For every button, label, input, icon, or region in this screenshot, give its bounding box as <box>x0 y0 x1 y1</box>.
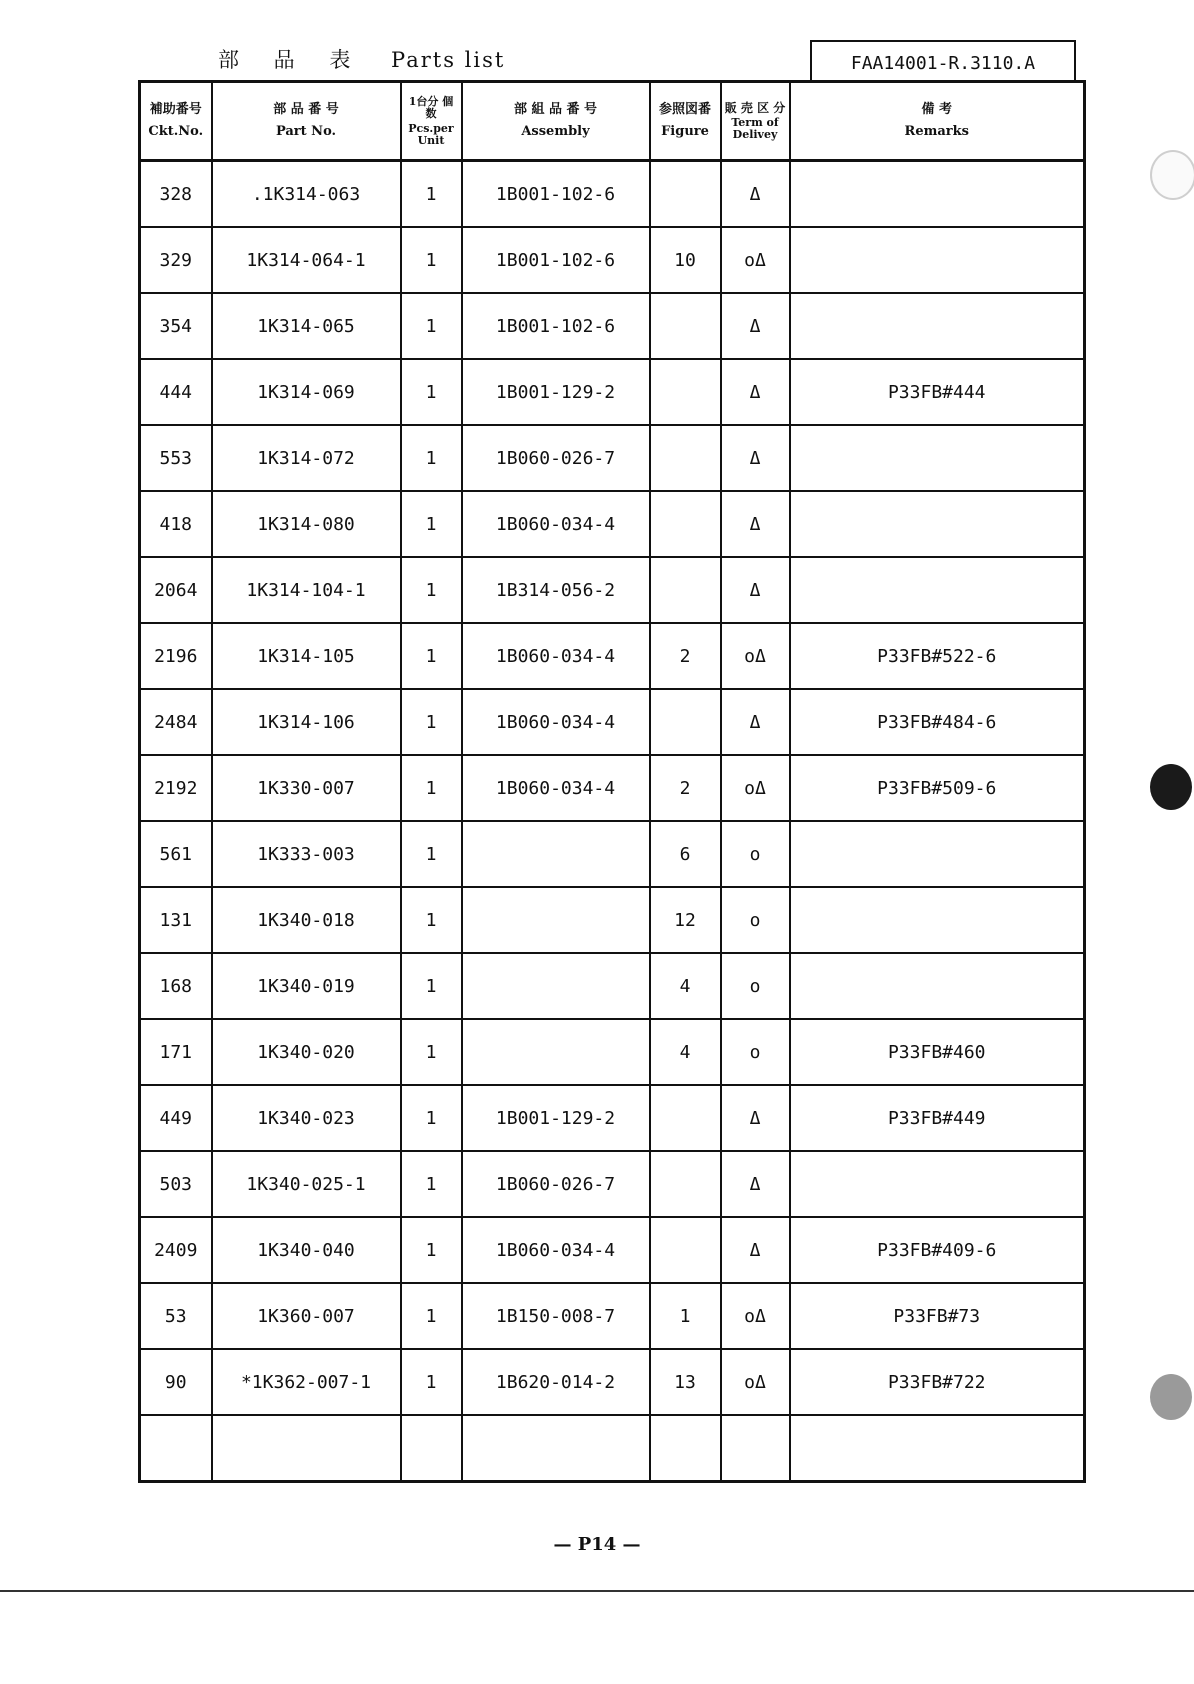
table-row <box>140 293 1085 359</box>
table-row <box>140 1283 1085 1349</box>
part-no-cell: 1K330-007 <box>212 755 401 821</box>
parts-table <box>138 80 1086 1483</box>
figure-cell: 2 <box>650 623 721 689</box>
part-no-cell: 1K340-040 <box>212 1217 401 1283</box>
figure-cell: 13 <box>650 1349 721 1415</box>
page-number: — P14 — <box>553 1534 641 1555</box>
term-cell: Δ <box>721 1085 790 1151</box>
table-row <box>140 689 1085 755</box>
term-cell: Δ <box>721 1217 790 1283</box>
table-row <box>140 1415 1085 1482</box>
remarks-cell <box>790 1415 1085 1482</box>
table-row <box>140 161 1085 228</box>
remarks-cell: P33FB#449 <box>790 1085 1085 1151</box>
assembly-cell <box>462 821 650 887</box>
part-no-cell: 1K314-104-1 <box>212 557 401 623</box>
assembly-cell: 1B060-026-7 <box>462 1151 650 1217</box>
term-cell <box>721 1415 790 1482</box>
figure-cell: 12 <box>650 887 721 953</box>
figure-cell: 6 <box>650 821 721 887</box>
table-row <box>140 1151 1085 1217</box>
pcs-cell: 1 <box>401 1085 462 1151</box>
figure-cell <box>650 689 721 755</box>
remarks-cell <box>790 161 1085 228</box>
remarks-cell <box>790 557 1085 623</box>
table-row <box>140 1349 1085 1415</box>
pcs-cell: 1 <box>401 1283 462 1349</box>
part-no-cell: *1K362-007-1 <box>212 1349 401 1415</box>
ckt-no-cell: 561 <box>140 821 212 887</box>
term-cell: Δ <box>721 1151 790 1217</box>
header-term-of-delivery: 販 売 区 分 Term of Delivey <box>721 82 790 161</box>
term-cell: Δ <box>721 293 790 359</box>
pcs-cell: 1 <box>401 821 462 887</box>
assembly-cell <box>462 1019 650 1085</box>
assembly-cell: 1B314-056-2 <box>462 557 650 623</box>
table-row <box>140 1019 1085 1085</box>
table-row <box>140 953 1085 1019</box>
assembly-cell: 1B060-034-4 <box>462 689 650 755</box>
punch-hole-mark <box>1150 1374 1192 1420</box>
term-cell: o <box>721 887 790 953</box>
figure-cell <box>650 1085 721 1151</box>
table-row <box>140 821 1085 887</box>
term-cell: Δ <box>721 491 790 557</box>
figure-cell <box>650 425 721 491</box>
pcs-cell: 1 <box>401 1151 462 1217</box>
figure-cell <box>650 293 721 359</box>
part-no-cell: 1K340-018 <box>212 887 401 953</box>
term-cell: oΔ <box>721 1349 790 1415</box>
term-cell: Δ <box>721 689 790 755</box>
header-pcs-per-unit: 1台分 個 数 Pcs.per Unit <box>401 82 462 161</box>
ckt-no-cell: 131 <box>140 887 212 953</box>
header-figure: 参照図番 Figure <box>650 82 721 161</box>
part-no-cell: 1K314-072 <box>212 425 401 491</box>
remarks-cell: P33FB#460 <box>790 1019 1085 1085</box>
figure-cell: 4 <box>650 1019 721 1085</box>
pcs-cell: 1 <box>401 953 462 1019</box>
ckt-no-cell: 503 <box>140 1151 212 1217</box>
remarks-cell: P33FB#509-6 <box>790 755 1085 821</box>
term-cell: oΔ <box>721 1283 790 1349</box>
part-no-cell: .1K314-063 <box>212 161 401 228</box>
table-row <box>140 359 1085 425</box>
part-no-cell: 1K340-020 <box>212 1019 401 1085</box>
pcs-cell: 1 <box>401 689 462 755</box>
part-no-cell: 1K340-025-1 <box>212 1151 401 1217</box>
table-row <box>140 227 1085 293</box>
ckt-no-cell: 418 <box>140 491 212 557</box>
table-row <box>140 425 1085 491</box>
pcs-cell: 1 <box>401 1349 462 1415</box>
ckt-no-cell: 2484 <box>140 689 212 755</box>
assembly-cell <box>462 887 650 953</box>
figure-cell <box>650 1217 721 1283</box>
figure-cell: 4 <box>650 953 721 1019</box>
table-row <box>140 1085 1085 1151</box>
term-cell: Δ <box>721 425 790 491</box>
pcs-cell: 1 <box>401 1217 462 1283</box>
assembly-cell <box>462 1415 650 1482</box>
assembly-cell: 1B001-102-6 <box>462 227 650 293</box>
term-cell: o <box>721 953 790 1019</box>
remarks-cell <box>790 491 1085 557</box>
remarks-cell: P33FB#522-6 <box>790 623 1085 689</box>
header-assembly: 部 組 品 番 号 Assembly <box>462 82 650 161</box>
remarks-cell <box>790 821 1085 887</box>
term-cell: Δ <box>721 557 790 623</box>
table-header-row <box>140 82 1085 161</box>
remarks-cell: P33FB#484-6 <box>790 689 1085 755</box>
header-part-no: 部 品 番 号 Part No. <box>212 82 401 161</box>
remarks-cell <box>790 887 1085 953</box>
assembly-cell: 1B001-129-2 <box>462 359 650 425</box>
ckt-no-cell: 354 <box>140 293 212 359</box>
part-no-cell: 1K314-106 <box>212 689 401 755</box>
term-cell: oΔ <box>721 755 790 821</box>
pcs-cell: 1 <box>401 491 462 557</box>
remarks-cell: P33FB#722 <box>790 1349 1085 1415</box>
ckt-no-cell: 2409 <box>140 1217 212 1283</box>
part-no-cell: 1K314-064-1 <box>212 227 401 293</box>
title-japanese: 部 品 表 <box>218 48 365 72</box>
header-remarks: 備 考 Remarks <box>790 82 1085 161</box>
table-row <box>140 491 1085 557</box>
part-no-cell: 1K314-069 <box>212 359 401 425</box>
remarks-cell <box>790 1151 1085 1217</box>
part-no-cell: 1K314-065 <box>212 293 401 359</box>
ckt-no-cell: 53 <box>140 1283 212 1349</box>
assembly-cell: 1B620-014-2 <box>462 1349 650 1415</box>
part-no-cell <box>212 1415 401 1482</box>
remarks-cell: P33FB#409-6 <box>790 1217 1085 1283</box>
part-no-cell: 1K314-105 <box>212 623 401 689</box>
ckt-no-cell: 90 <box>140 1349 212 1415</box>
assembly-cell: 1B150-008-7 <box>462 1283 650 1349</box>
figure-cell <box>650 359 721 425</box>
ckt-no-cell: 2192 <box>140 755 212 821</box>
pcs-cell: 1 <box>401 755 462 821</box>
remarks-cell <box>790 227 1085 293</box>
pcs-cell: 1 <box>401 557 462 623</box>
assembly-cell: 1B060-034-4 <box>462 755 650 821</box>
part-no-cell: 1K340-019 <box>212 953 401 1019</box>
ckt-no-cell: 2064 <box>140 557 212 623</box>
ckt-no-cell: 328 <box>140 161 212 228</box>
figure-cell <box>650 1415 721 1482</box>
term-cell: Δ <box>721 161 790 228</box>
table-row <box>140 755 1085 821</box>
figure-cell: 1 <box>650 1283 721 1349</box>
pcs-cell: 1 <box>401 1019 462 1085</box>
pcs-cell: 1 <box>401 293 462 359</box>
table-row <box>140 623 1085 689</box>
remarks-cell <box>790 953 1085 1019</box>
assembly-cell: 1B060-034-4 <box>462 1217 650 1283</box>
assembly-cell: 1B001-129-2 <box>462 1085 650 1151</box>
remarks-cell <box>790 293 1085 359</box>
assembly-cell: 1B001-102-6 <box>462 161 650 228</box>
term-cell: oΔ <box>721 623 790 689</box>
remarks-cell: P33FB#444 <box>790 359 1085 425</box>
term-cell: o <box>721 1019 790 1085</box>
term-cell: oΔ <box>721 227 790 293</box>
assembly-cell: 1B060-026-7 <box>462 425 650 491</box>
remarks-cell <box>790 425 1085 491</box>
punch-hole-mark <box>1150 764 1192 810</box>
punch-hole-mark <box>1150 150 1194 200</box>
remarks-cell: P33FB#73 <box>790 1283 1085 1349</box>
ckt-no-cell: 553 <box>140 425 212 491</box>
part-no-cell: 1K314-080 <box>212 491 401 557</box>
table-row <box>140 557 1085 623</box>
ckt-no-cell <box>140 1415 212 1482</box>
figure-cell <box>650 1151 721 1217</box>
figure-cell: 2 <box>650 755 721 821</box>
part-no-cell: 1K333-003 <box>212 821 401 887</box>
ckt-no-cell: 171 <box>140 1019 212 1085</box>
pcs-cell: 1 <box>401 887 462 953</box>
page-title <box>218 44 505 74</box>
bottom-rule <box>0 1590 1194 1592</box>
table-row <box>140 887 1085 953</box>
figure-cell <box>650 557 721 623</box>
assembly-cell: 1B060-034-4 <box>462 491 650 557</box>
ckt-no-cell: 168 <box>140 953 212 1019</box>
pcs-cell <box>401 1415 462 1482</box>
table-row <box>140 1217 1085 1283</box>
document-number: FAA14001-R.3110.A <box>810 40 1076 80</box>
assembly-cell: 1B001-102-6 <box>462 293 650 359</box>
figure-cell: 10 <box>650 227 721 293</box>
title-english: Parts list <box>391 48 506 72</box>
term-cell: o <box>721 821 790 887</box>
figure-cell <box>650 161 721 228</box>
pcs-cell: 1 <box>401 623 462 689</box>
ckt-no-cell: 2196 <box>140 623 212 689</box>
pcs-cell: 1 <box>401 425 462 491</box>
pcs-cell: 1 <box>401 227 462 293</box>
part-no-cell: 1K360-007 <box>212 1283 401 1349</box>
ckt-no-cell: 449 <box>140 1085 212 1151</box>
ckt-no-cell: 444 <box>140 359 212 425</box>
pcs-cell: 1 <box>401 359 462 425</box>
term-cell: Δ <box>721 359 790 425</box>
assembly-cell: 1B060-034-4 <box>462 623 650 689</box>
assembly-cell <box>462 953 650 1019</box>
figure-cell <box>650 491 721 557</box>
part-no-cell: 1K340-023 <box>212 1085 401 1151</box>
ckt-no-cell: 329 <box>140 227 212 293</box>
pcs-cell: 1 <box>401 161 462 228</box>
header-ckt-no: 補助番号 Ckt.No. <box>140 82 212 161</box>
